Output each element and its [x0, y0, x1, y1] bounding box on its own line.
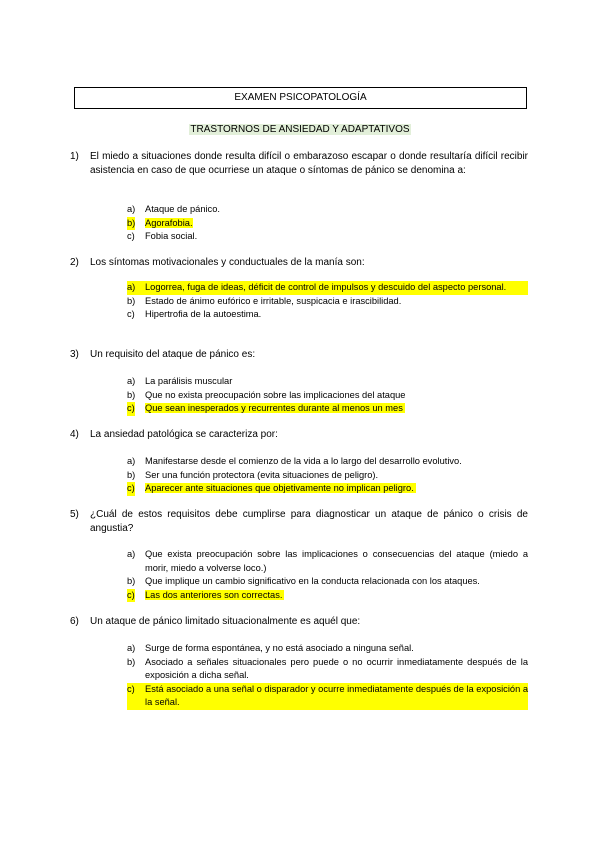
option-text: Estado de ánimo eufórico e irritable, suspicacia e irascibilidad.	[145, 295, 402, 306]
option-3c-correct	[127, 402, 528, 416]
question-6-options	[127, 642, 528, 710]
question-3	[70, 348, 528, 362]
question-number: 2)	[70, 257, 79, 268]
question-text: La ansiedad patológica se caracteriza por:	[90, 429, 278, 440]
question-4	[70, 428, 528, 442]
question-text: Un requisito del ataque de pánico es:	[90, 349, 256, 360]
option-text: Que exista preocupación sobre las implicaciones o consecuencias del ataque (miedo a morir, miedo a volverse loco.)	[145, 549, 528, 573]
option-text: Logorrea, fuga de ideas, déficit de control de impulsos y descuido del aspecto personal.	[145, 282, 507, 292]
question-4-options	[127, 455, 528, 496]
option-letter: a)	[127, 549, 136, 559]
option-text: Surge de forma espontánea, y no está asociado a ninguna señal.	[145, 643, 414, 653]
option-text: Las dos anteriores son correctas.	[145, 589, 283, 600]
question-text: El miedo a situaciones donde resulta difícil o embarazoso escapar o donde resultaría difícil recibir asistencia en caso de que ocurriese un ataque o síntomas de pánico se denomina a:	[90, 151, 528, 176]
section-title	[0, 123, 600, 136]
option-text: Fobia social.	[145, 231, 198, 241]
question-2-options	[127, 281, 528, 322]
option-1b-correct	[127, 217, 528, 231]
option-6b	[127, 656, 528, 683]
option-text: La parálisis muscular	[145, 376, 233, 386]
option-letter: c)	[127, 309, 135, 319]
option-letter: a)	[127, 204, 136, 214]
option-letter: b)	[127, 656, 136, 667]
option-4c-correct	[127, 482, 528, 496]
question-5	[70, 508, 528, 536]
option-text: Ataque de pánico.	[145, 204, 220, 214]
option-5a	[127, 548, 528, 575]
question-3-options	[127, 375, 528, 416]
option-4a	[127, 455, 528, 469]
question-number: 5)	[70, 509, 79, 520]
option-text: Hipertrofia de la autoestima.	[145, 309, 262, 319]
option-5c-correct	[127, 589, 528, 603]
option-letter: c)	[127, 231, 135, 241]
option-text: Que no exista preocupación sobre las implicaciones del ataque	[145, 389, 406, 400]
option-letter: b)	[127, 295, 136, 306]
option-text: Manifestarse desde el comienzo de la vida a lo largo del desarrollo evolutivo.	[145, 456, 462, 466]
question-1	[70, 150, 528, 178]
option-letter: c)	[127, 482, 135, 496]
option-letter: b)	[127, 389, 136, 400]
question-number: 4)	[70, 429, 79, 440]
option-letter: c)	[127, 683, 135, 694]
question-1-options	[127, 203, 528, 244]
option-6a	[127, 642, 528, 656]
option-letter: a)	[127, 376, 136, 386]
option-letter: a)	[127, 282, 136, 292]
question-number: 6)	[70, 616, 79, 627]
option-letter: b)	[127, 576, 136, 586]
question-5-options	[127, 548, 528, 602]
option-text: Aparecer ante situaciones que objetivamente no implican peligro.	[145, 483, 414, 493]
question-text: ¿Cuál de estos requisitos debe cumplirse para diagnosticar un ataque de pánico o crisis de angustia?	[90, 509, 528, 534]
option-letter: a)	[127, 456, 136, 466]
option-text: Ser una función protectora (evita situaciones de peligro).	[145, 469, 379, 480]
question-6	[70, 615, 528, 629]
option-letter: a)	[127, 643, 136, 653]
section-title-text: TRASTORNOS DE ANSIEDAD Y ADAPTATIVOS	[190, 124, 410, 135]
option-5b	[127, 575, 528, 589]
option-1a	[127, 203, 528, 217]
option-letter: b)	[127, 469, 136, 480]
option-text: Está asociado a una señal o disparador y ocurre inmediatamente después de la exposición a la señal.	[145, 683, 528, 707]
option-2b	[127, 295, 528, 309]
option-text: Agorafobia.	[145, 217, 193, 228]
option-2c	[127, 308, 528, 322]
question-text: Un ataque de pánico limitado situacionalmente es aquél que:	[90, 616, 361, 627]
option-4b	[127, 469, 528, 483]
option-3a	[127, 375, 528, 389]
question-number: 3)	[70, 349, 79, 360]
option-1c	[127, 230, 528, 244]
question-2	[70, 256, 528, 270]
option-letter: c)	[127, 589, 135, 603]
exam-title: EXAMEN PSICOPATOLOGÍA	[74, 87, 527, 109]
option-text: Que implique un cambio significativo en la conducta relacionada con los ataques.	[145, 576, 480, 586]
option-text: Asociado a señales situacionales pero puede o no ocurrir inmediatamente después de la exposición a dicha señal.	[145, 656, 528, 680]
option-letter: b)	[127, 217, 135, 231]
question-text: Los síntomas motivacionales y conductuales de la manía son:	[90, 257, 365, 268]
option-2a-correct	[127, 281, 528, 295]
option-letter: c)	[127, 402, 135, 416]
question-number: 1)	[70, 151, 79, 162]
option-6c-correct	[127, 683, 528, 710]
option-3b	[127, 389, 528, 403]
option-text: Que sean inesperados y recurrentes durante al menos un mes	[145, 403, 403, 413]
